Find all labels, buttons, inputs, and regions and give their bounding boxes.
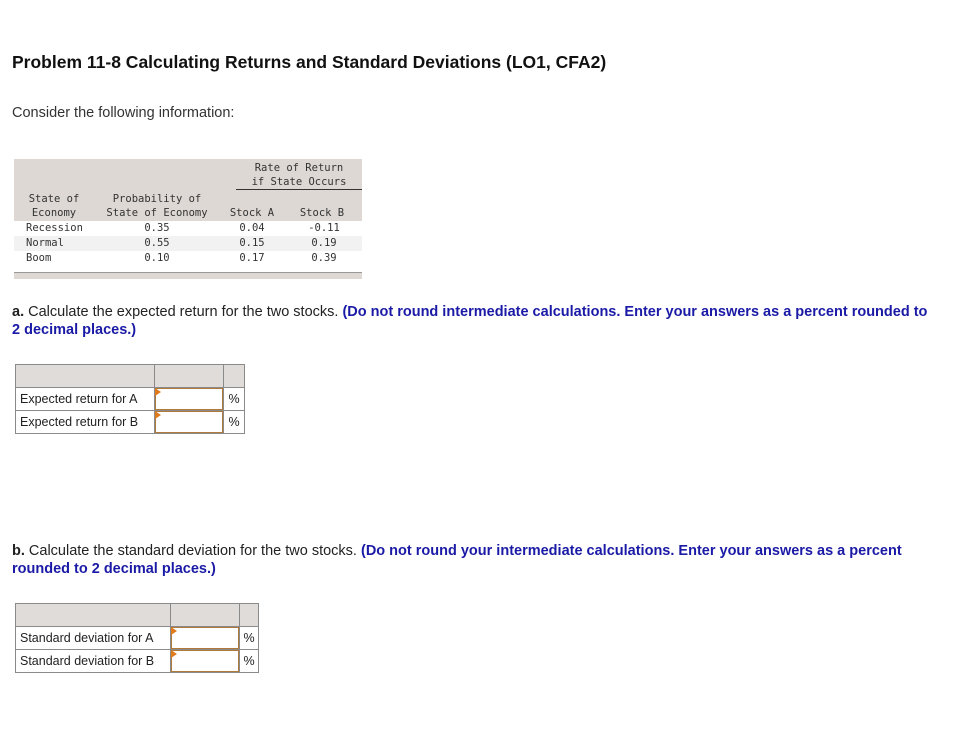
cell-state: Normal <box>26 237 64 249</box>
cell-stock-b: -0.11 <box>308 222 340 234</box>
table-row <box>16 388 245 411</box>
group-header-rule <box>236 189 362 190</box>
info-table <box>14 159 362 279</box>
unit-label: % <box>224 411 245 434</box>
answer-table-a <box>15 364 245 434</box>
question-b-text: Calculate the standard deviation for the two stocks. <box>24 543 361 559</box>
expected-return-a-input[interactable] <box>155 388 223 410</box>
question-a-label: a. <box>12 304 25 320</box>
question-a <box>12 303 932 339</box>
cell-stock-a: 0.17 <box>239 252 265 264</box>
question-b <box>12 542 932 578</box>
std-dev-b-input[interactable] <box>171 650 239 672</box>
answer-label: Expected return for B <box>16 411 155 434</box>
cell-stock-b: 0.39 <box>311 252 337 264</box>
flag-icon <box>155 388 161 396</box>
cell-prob: 0.10 <box>144 252 170 264</box>
answer-table-b <box>15 603 259 673</box>
question-a-text: Calculate the expected return for the two stocks. <box>24 304 343 320</box>
answer-table-header <box>16 365 245 388</box>
unit-label: % <box>224 388 245 411</box>
std-dev-a-input[interactable] <box>171 627 239 649</box>
question-b-label: b. <box>12 543 25 559</box>
cell-stock-a: 0.15 <box>239 237 265 249</box>
col-state-header-line1: State of <box>28 193 80 205</box>
col-prob-header-line1: Probability of <box>112 193 202 205</box>
answer-label: Standard deviation for B <box>16 650 171 673</box>
table-row <box>16 650 259 673</box>
cell-prob: 0.35 <box>144 222 170 234</box>
cell-state: Recession <box>26 222 83 234</box>
question-a-note: (Do not round intermediate calculations. Enter your answers as a percent rounded to 2 decimal places.) <box>12 304 928 338</box>
group-header-line1: Rate of Return <box>254 162 344 174</box>
flag-icon <box>155 411 161 419</box>
cell-state: Boom <box>26 252 52 264</box>
col-prob-header-line2: State of Economy <box>106 207 208 219</box>
col-stock-b-header: Stock B <box>299 207 345 219</box>
answer-table-header <box>16 604 259 627</box>
flag-icon <box>171 650 177 658</box>
flag-icon <box>171 627 177 635</box>
expected-return-b-input[interactable] <box>155 411 223 433</box>
table-footer-bar <box>14 272 362 279</box>
col-state-header-line2: Economy <box>31 207 77 219</box>
group-header-line2: if State Occurs <box>251 176 347 188</box>
answer-label: Standard deviation for A <box>16 627 171 650</box>
answer-label: Expected return for A <box>16 388 155 411</box>
page-title: Problem 11-8 Calculating Returns and Standard Deviations (LO1, CFA2) <box>12 52 607 72</box>
cell-stock-a: 0.04 <box>239 222 265 234</box>
unit-label: % <box>240 627 259 650</box>
question-b-note: (Do not round your intermediate calculations. Enter your answers as a percent rounded to 2 decimal places.) <box>12 543 902 577</box>
col-stock-a-header: Stock A <box>229 207 275 219</box>
table-row <box>16 627 259 650</box>
cell-stock-b: 0.19 <box>311 237 337 249</box>
table-row <box>16 411 245 434</box>
unit-label: % <box>240 650 259 673</box>
cell-prob: 0.55 <box>144 237 170 249</box>
intro-text: Consider the following information: <box>12 105 235 121</box>
